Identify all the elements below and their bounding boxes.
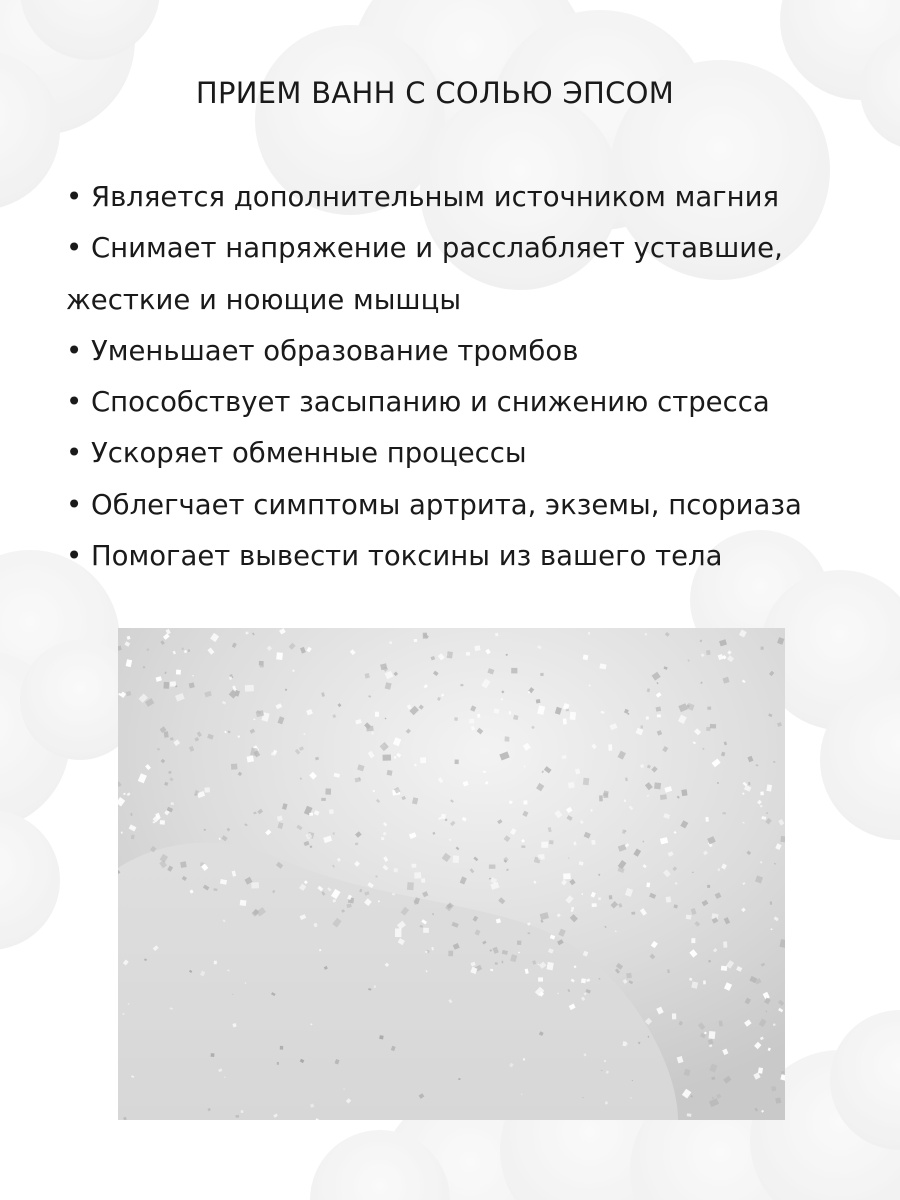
list-item: жесткие и ноющие мышцы: [66, 283, 462, 316]
salt-crystal: [238, 736, 240, 738]
salt-crystal: [375, 876, 377, 878]
salt-crystal: [588, 632, 591, 635]
salt-crystal: [722, 812, 726, 814]
salt-crystal: [681, 789, 687, 796]
salt-crystal: [454, 717, 458, 721]
salt-crystal: [131, 835, 135, 840]
salt-crystal: [711, 1077, 715, 1080]
benefits-list: [66, 172, 866, 582]
salt-crystal: [758, 1067, 763, 1073]
page-title: ПРИЕМ ВАНН С СОЛЬЮ ЭПСОМ: [195, 76, 675, 110]
salt-crystal: [692, 872, 694, 873]
salt-crystal: [780, 836, 785, 842]
salt-crystal: [707, 707, 711, 710]
epsom-salt-photo: [118, 628, 785, 1120]
salt-crystal: [605, 1102, 608, 1105]
salt-crystal: [474, 645, 480, 651]
salt-crystal: [414, 639, 418, 642]
salt-crystal: [131, 813, 133, 816]
salt-crystal: [563, 873, 571, 879]
salt-crystal: [523, 800, 527, 804]
salt-crystal: [204, 787, 210, 792]
salt-crystal: [770, 901, 772, 904]
salt-crystal: [379, 1035, 383, 1039]
salt-crystal: [541, 842, 548, 848]
salt-crystal: [495, 962, 498, 964]
salt-crystal: [277, 1062, 279, 1065]
salt-crystal: [599, 795, 603, 801]
salt-crystal: [573, 842, 576, 846]
salt-crystal: [517, 941, 521, 945]
salt-crystal: [540, 673, 544, 676]
salt-crystal: [414, 872, 421, 878]
salt-crystal: [583, 778, 589, 786]
salt-crystal: [425, 951, 427, 953]
salt-crystal: [245, 685, 254, 692]
salt-crystal: [538, 854, 545, 860]
salt-crystal: [761, 647, 764, 650]
salt-crystal: [214, 961, 217, 965]
salt-crystal: [260, 665, 264, 668]
salt-crystal: [566, 709, 569, 711]
salt-crystal: [381, 837, 384, 840]
salt-crystal: [706, 650, 711, 655]
salt-crystal: [421, 878, 425, 883]
salt-crystal: [392, 893, 395, 895]
salt-crystal: [144, 959, 147, 961]
salt-crystal: [656, 707, 662, 712]
salt-crystal: [591, 840, 595, 845]
salt-crystal: [453, 855, 460, 863]
salt-crystal: [723, 941, 727, 947]
salt-crystal: [521, 845, 525, 848]
salt-crystal: [622, 1041, 626, 1046]
salt-crystal: [646, 882, 650, 887]
list-item: • Помогает вывести токсины из вашего тела: [66, 540, 723, 573]
salt-crystal: [660, 794, 667, 800]
salt-crystal: [705, 817, 708, 822]
salt-crystal: [447, 651, 453, 658]
salt-crystal: [372, 732, 374, 734]
salt-crystal: [368, 988, 371, 990]
salt-crystal: [211, 1053, 215, 1057]
salt-crystal: [502, 961, 504, 964]
salt-crystal: [626, 973, 632, 979]
salt-crystal: [571, 910, 573, 912]
salt-crystal: [469, 719, 474, 724]
salt-crystal: [709, 1031, 716, 1039]
salt-crystal: [710, 724, 716, 729]
salt-crystal: [460, 684, 463, 686]
salt-crystal: [509, 711, 511, 714]
salt-crystal: [466, 652, 470, 655]
salt-crystal: [686, 915, 692, 920]
salt-crystal: [707, 885, 710, 888]
salt-crystal: [631, 912, 635, 915]
salt-crystal: [321, 798, 326, 801]
salt-crystal: [760, 805, 762, 807]
salt-crystal: [171, 802, 174, 805]
salt-crystal: [775, 1098, 781, 1104]
salt-crystal: [536, 699, 541, 703]
salt-crystal: [703, 981, 706, 985]
salt-crystal: [568, 782, 575, 789]
list-item: • Способствует засыпанию и снижению стресса: [66, 386, 770, 419]
salt-crystal: [280, 1046, 283, 1050]
salt-crystal: [153, 821, 156, 823]
salt-crystal: [570, 712, 576, 720]
salt-crystal: [163, 682, 169, 689]
salt-crystal: [241, 1110, 244, 1113]
salt-crystal: [180, 861, 187, 868]
salt-crystal: [702, 748, 704, 750]
salt-crystal: [188, 649, 190, 652]
salt-crystal: [706, 727, 711, 731]
salt-crystal: [245, 982, 247, 984]
list-item: • Является дополнительным источником магния: [66, 181, 780, 213]
salt-crystal: [247, 756, 255, 763]
salt-crystal: [691, 938, 695, 943]
salt-crystal: [333, 899, 336, 902]
salt-crystal: [599, 978, 601, 980]
salt-crystal: [583, 655, 589, 661]
salt-crystal: [549, 840, 554, 844]
salt-crystal: [640, 725, 643, 728]
salt-crystal: [251, 882, 259, 888]
salt-crystal: [666, 896, 672, 902]
salt-crystal: [309, 813, 313, 816]
salt-crystal: [717, 782, 719, 784]
salt-crystal: [672, 1013, 676, 1019]
salt-crystal: [325, 788, 331, 794]
salt-crystal: [581, 978, 586, 983]
salt-crystal: [394, 756, 396, 758]
salt-crystal: [160, 820, 165, 825]
salt-crystal: [592, 903, 597, 907]
salt-crystal: [333, 832, 335, 834]
salt-crystal: [204, 829, 206, 831]
salt-crystal: [719, 1021, 723, 1027]
salt-crystal: [276, 652, 283, 660]
salt-crystal: [383, 755, 392, 761]
salt-crystal: [773, 761, 775, 763]
list-item: • Снимает напряжение и расслабляет уставшие,: [66, 232, 783, 265]
salt-crystal: [375, 712, 379, 717]
salt-crystal: [609, 895, 613, 899]
salt-crystal: [523, 1058, 525, 1061]
salt-crystal: [448, 951, 453, 957]
salt-crystal: [608, 744, 612, 750]
salt-crystal: [355, 842, 358, 845]
salt-crystal: [420, 757, 426, 763]
salt-crystal: [395, 928, 402, 937]
salt-crystal: [123, 793, 125, 795]
salt-crystal: [509, 801, 513, 804]
salt-crystal: [458, 1078, 460, 1080]
salt-crystal: [748, 782, 750, 785]
salt-crystal: [423, 928, 429, 933]
salt-crystal: [601, 1070, 602, 1071]
salt-crystal: [546, 962, 553, 970]
salt-crystal: [407, 882, 414, 890]
salt-crystal: [511, 668, 517, 674]
salt-crystal: [235, 1115, 239, 1118]
salt-crystal: [505, 736, 510, 741]
salt-crystal: [781, 1071, 784, 1074]
salt-crystal: [501, 698, 503, 700]
salt-crystal: [654, 782, 661, 789]
list-item: • Уменьшает образование тромбов: [66, 334, 579, 367]
salt-crystal: [667, 969, 670, 973]
salt-crystal: [259, 661, 264, 666]
salt-crystal: [157, 748, 159, 750]
salt-crystal: [489, 865, 496, 869]
salt-crystal: [591, 809, 593, 811]
salt-crystal: [176, 670, 181, 675]
salt-crystal: [571, 907, 574, 910]
salt-crystal: [760, 791, 764, 795]
salt-crystal: [231, 764, 238, 770]
salt-crystal: [164, 731, 169, 738]
list-item: • Ускоряет обменные процессы: [66, 437, 527, 470]
salt-crystal: [721, 966, 727, 971]
salt-crystal: [766, 784, 772, 791]
salt-crystal: [718, 868, 720, 871]
salt-crystal: [563, 718, 567, 724]
salt-crystal: [538, 977, 543, 981]
list-item: • Облегчает симптомы артрита, экземы, псориаза: [66, 488, 802, 521]
salt-crystal: [329, 809, 334, 814]
salt-crystal: [412, 864, 417, 868]
salt-crystal: [455, 760, 459, 765]
salt-crystal: [771, 1086, 776, 1091]
salt-crystal: [387, 770, 393, 776]
salt-crystal: [389, 642, 392, 644]
salt-crystal: [240, 900, 247, 906]
salt-crystal: [441, 814, 446, 819]
salt-crystal: [657, 715, 661, 718]
salt-crystal: [518, 952, 520, 954]
